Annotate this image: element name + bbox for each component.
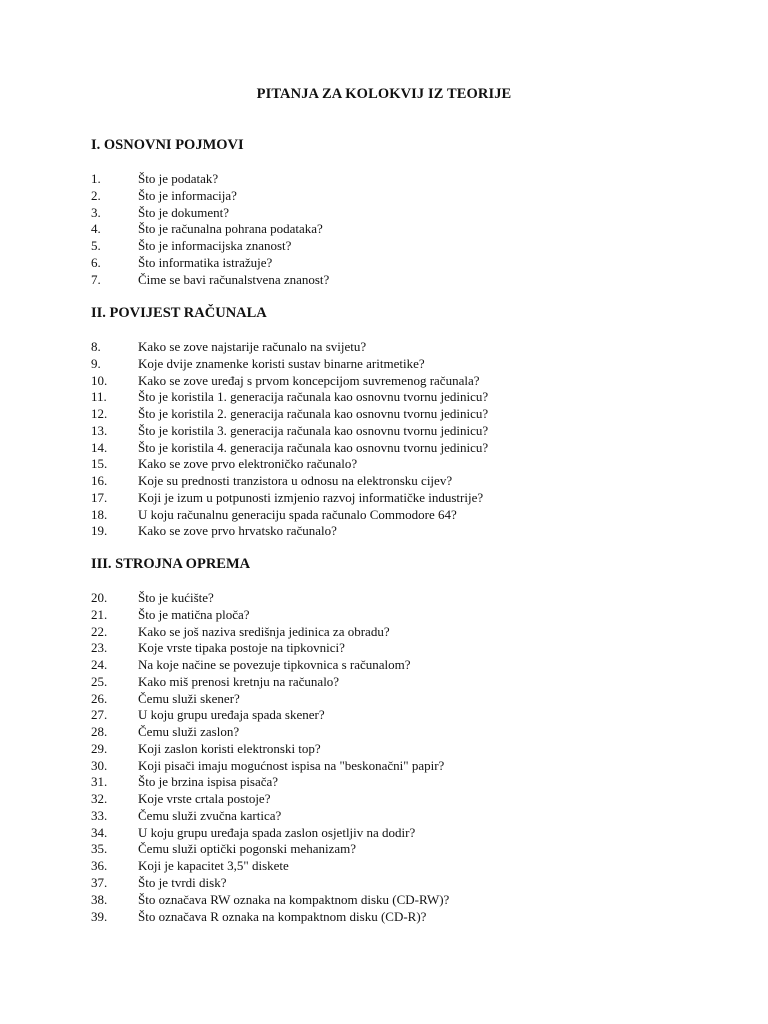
question-text: Što je tvrdi disk?	[138, 875, 227, 891]
question-number: 12.	[91, 406, 108, 422]
question-number: 20.	[91, 590, 108, 605]
section-heading: I. OSNOVNI POJMOVI	[91, 137, 244, 153]
section-heading: II. POVIJEST RAČUNALA	[91, 305, 267, 321]
question-number: 37.	[91, 875, 108, 891]
question-item	[91, 272, 731, 289]
question-item	[91, 909, 731, 926]
section-heading: III. STROJNA OPREMA	[91, 556, 251, 572]
question-number: 36.	[91, 858, 108, 874]
question-list	[91, 339, 731, 540]
question-item	[91, 456, 731, 473]
question-text: Što je podatak?	[138, 171, 219, 186]
question-text: Što je dokument?	[138, 204, 229, 220]
question-text: Što je informacija?	[138, 187, 237, 203]
question-item	[91, 507, 731, 524]
question-item	[91, 188, 731, 205]
question-text: Što je računalna pohrana podataka?	[138, 221, 323, 237]
question-item	[91, 406, 731, 423]
question-number: 28.	[91, 724, 108, 740]
question-text: Što označava RW oznaka na kompaktnom disku (CD-RW)?	[138, 891, 450, 907]
question-number: 25.	[91, 673, 108, 689]
question-text: Čemu služi zaslon?	[138, 724, 240, 740]
question-text: Koji je kapacitet 3,5" diskete	[138, 858, 289, 874]
question-text: Čemu služi skener?	[138, 690, 240, 706]
question-item	[91, 339, 731, 356]
question-item	[91, 758, 731, 775]
question-item	[91, 774, 731, 791]
question-text: Što je koristila 4. generacija računala kao osnovnu tvornu jedinicu?	[138, 439, 489, 455]
question-number: 15.	[91, 456, 108, 472]
question-item	[91, 808, 731, 825]
question-item	[91, 607, 731, 624]
question-text: Što je koristila 1. generacija računala kao osnovnu tvornu jedinicu?	[138, 389, 489, 405]
question-item	[91, 657, 731, 674]
question-text: Čemu služi optički pogonski mehanizam?	[138, 841, 357, 857]
question-text: Koji pisači imaju mogućnost ispisa na "beskonačni" papir?	[138, 757, 445, 773]
question-number: 2.	[91, 187, 101, 203]
question-text: Koji je izum u potpunosti izmjenio razvoj informatičke industrije?	[138, 489, 484, 505]
question-number: 26.	[91, 690, 108, 706]
question-number: 8.	[91, 339, 101, 354]
question-item	[91, 423, 731, 440]
question-text: Što je matična ploča?	[138, 606, 250, 622]
question-number: 17.	[91, 489, 108, 505]
question-item	[91, 724, 731, 741]
question-number: 21.	[91, 606, 108, 622]
question-number: 30.	[91, 757, 108, 773]
question-number: 39.	[91, 908, 108, 924]
document-title: PITANJA ZA KOLOKVIJ IZ TEORIJE	[256, 86, 512, 102]
question-number: 11.	[91, 389, 107, 405]
question-text: Čemu služi zvučna kartica?	[138, 807, 282, 823]
question-text: Kako se zove uređaj s prvom koncepcijom suvremenog računala?	[138, 372, 480, 388]
question-item	[91, 171, 731, 188]
question-item	[91, 440, 731, 457]
question-text: Na koje načine se povezuje tipkovnica s računalom?	[138, 657, 411, 673]
question-text: Što je koristila 2. generacija računala kao osnovnu tvornu jedinicu?	[138, 406, 489, 422]
question-item	[91, 791, 731, 808]
question-number: 3.	[91, 204, 101, 220]
question-number: 16.	[91, 473, 108, 489]
question-number: 14.	[91, 439, 108, 455]
question-number: 18.	[91, 506, 108, 522]
question-item	[91, 858, 731, 875]
question-text: Koje dvije znamenke koristi sustav binarne aritmetike?	[138, 355, 425, 371]
question-text: Što je koristila 3. generacija računala kao osnovnu tvornu jedinicu?	[138, 422, 489, 438]
question-number: 7.	[91, 271, 101, 287]
question-number: 22.	[91, 623, 108, 639]
question-number: 6.	[91, 254, 101, 270]
question-item	[91, 255, 731, 272]
question-text: Što informatika istražuje?	[138, 254, 273, 270]
question-text: Koji zaslon koristi elektronski top?	[138, 740, 321, 756]
question-text: Što je brzina ispisa pisača?	[138, 774, 279, 790]
question-text: Kako se zove prvo elektroničko računalo?	[138, 456, 358, 472]
question-number: 31.	[91, 774, 108, 790]
question-item	[91, 490, 731, 507]
question-number: 19.	[91, 523, 108, 539]
question-item	[91, 238, 731, 255]
question-number: 35.	[91, 841, 108, 857]
section-povijest-racunala	[91, 305, 731, 540]
question-item	[91, 373, 731, 390]
question-text: Koje vrste tipaka postoje na tipkovnici?	[138, 640, 345, 656]
question-text: Koje su prednosti tranzistora u odnosu na elektronsku cijev?	[138, 473, 453, 489]
question-item	[91, 691, 731, 708]
question-number: 29.	[91, 740, 108, 756]
question-list	[91, 590, 731, 925]
question-item	[91, 473, 731, 490]
question-item	[91, 624, 731, 641]
question-number: 38.	[91, 891, 108, 907]
question-number: 9.	[91, 355, 101, 371]
question-list	[91, 171, 731, 288]
question-item	[91, 825, 731, 842]
question-text: Kako se zove najstarije računalo na svijetu?	[138, 339, 367, 354]
question-text: Kako miš prenosi kretnju na računalo?	[138, 673, 340, 689]
section-osnovni-pojmovi	[91, 137, 731, 288]
question-text: Kako se još naziva središnja jedinica za obradu?	[138, 623, 390, 639]
question-number: 5.	[91, 238, 101, 254]
question-item	[91, 674, 731, 691]
question-number: 33.	[91, 807, 108, 823]
question-item	[91, 523, 731, 540]
question-number: 32.	[91, 791, 108, 807]
question-number: 27.	[91, 707, 108, 723]
question-number: 24.	[91, 657, 108, 673]
question-number: 4.	[91, 221, 101, 237]
question-item	[91, 892, 731, 909]
question-text: Što je informacijska znanost?	[138, 238, 292, 254]
question-number: 1.	[91, 171, 101, 186]
question-text: U koju grupu uređaja spada zaslon osjetljiv na dodir?	[138, 824, 416, 840]
question-text: Kako se zove prvo hrvatsko računalo?	[138, 523, 337, 539]
question-item	[91, 707, 731, 724]
question-text: Što je kućište?	[138, 590, 214, 605]
question-item	[91, 590, 731, 607]
question-text: Čime se bavi računalstvena znanost?	[138, 271, 330, 287]
question-text: Koje vrste crtala postoje?	[138, 791, 271, 807]
question-item	[91, 841, 731, 858]
question-number: 34.	[91, 824, 108, 840]
question-text: Što označava R oznaka na kompaktnom disku (CD-R)?	[138, 908, 427, 924]
question-item	[91, 640, 731, 657]
question-text: U koju grupu uređaja spada skener?	[138, 707, 325, 723]
question-item	[91, 356, 731, 373]
question-item	[91, 875, 731, 892]
question-item	[91, 389, 731, 406]
question-item	[91, 741, 731, 758]
question-text: U koju računalnu generaciju spada računalo Commodore 64?	[138, 506, 457, 522]
question-item	[91, 205, 731, 222]
question-number: 10.	[91, 372, 108, 388]
question-number: 13.	[91, 422, 108, 438]
question-number: 23.	[91, 640, 108, 656]
section-strojna-oprema	[91, 556, 731, 925]
question-item	[91, 221, 731, 238]
